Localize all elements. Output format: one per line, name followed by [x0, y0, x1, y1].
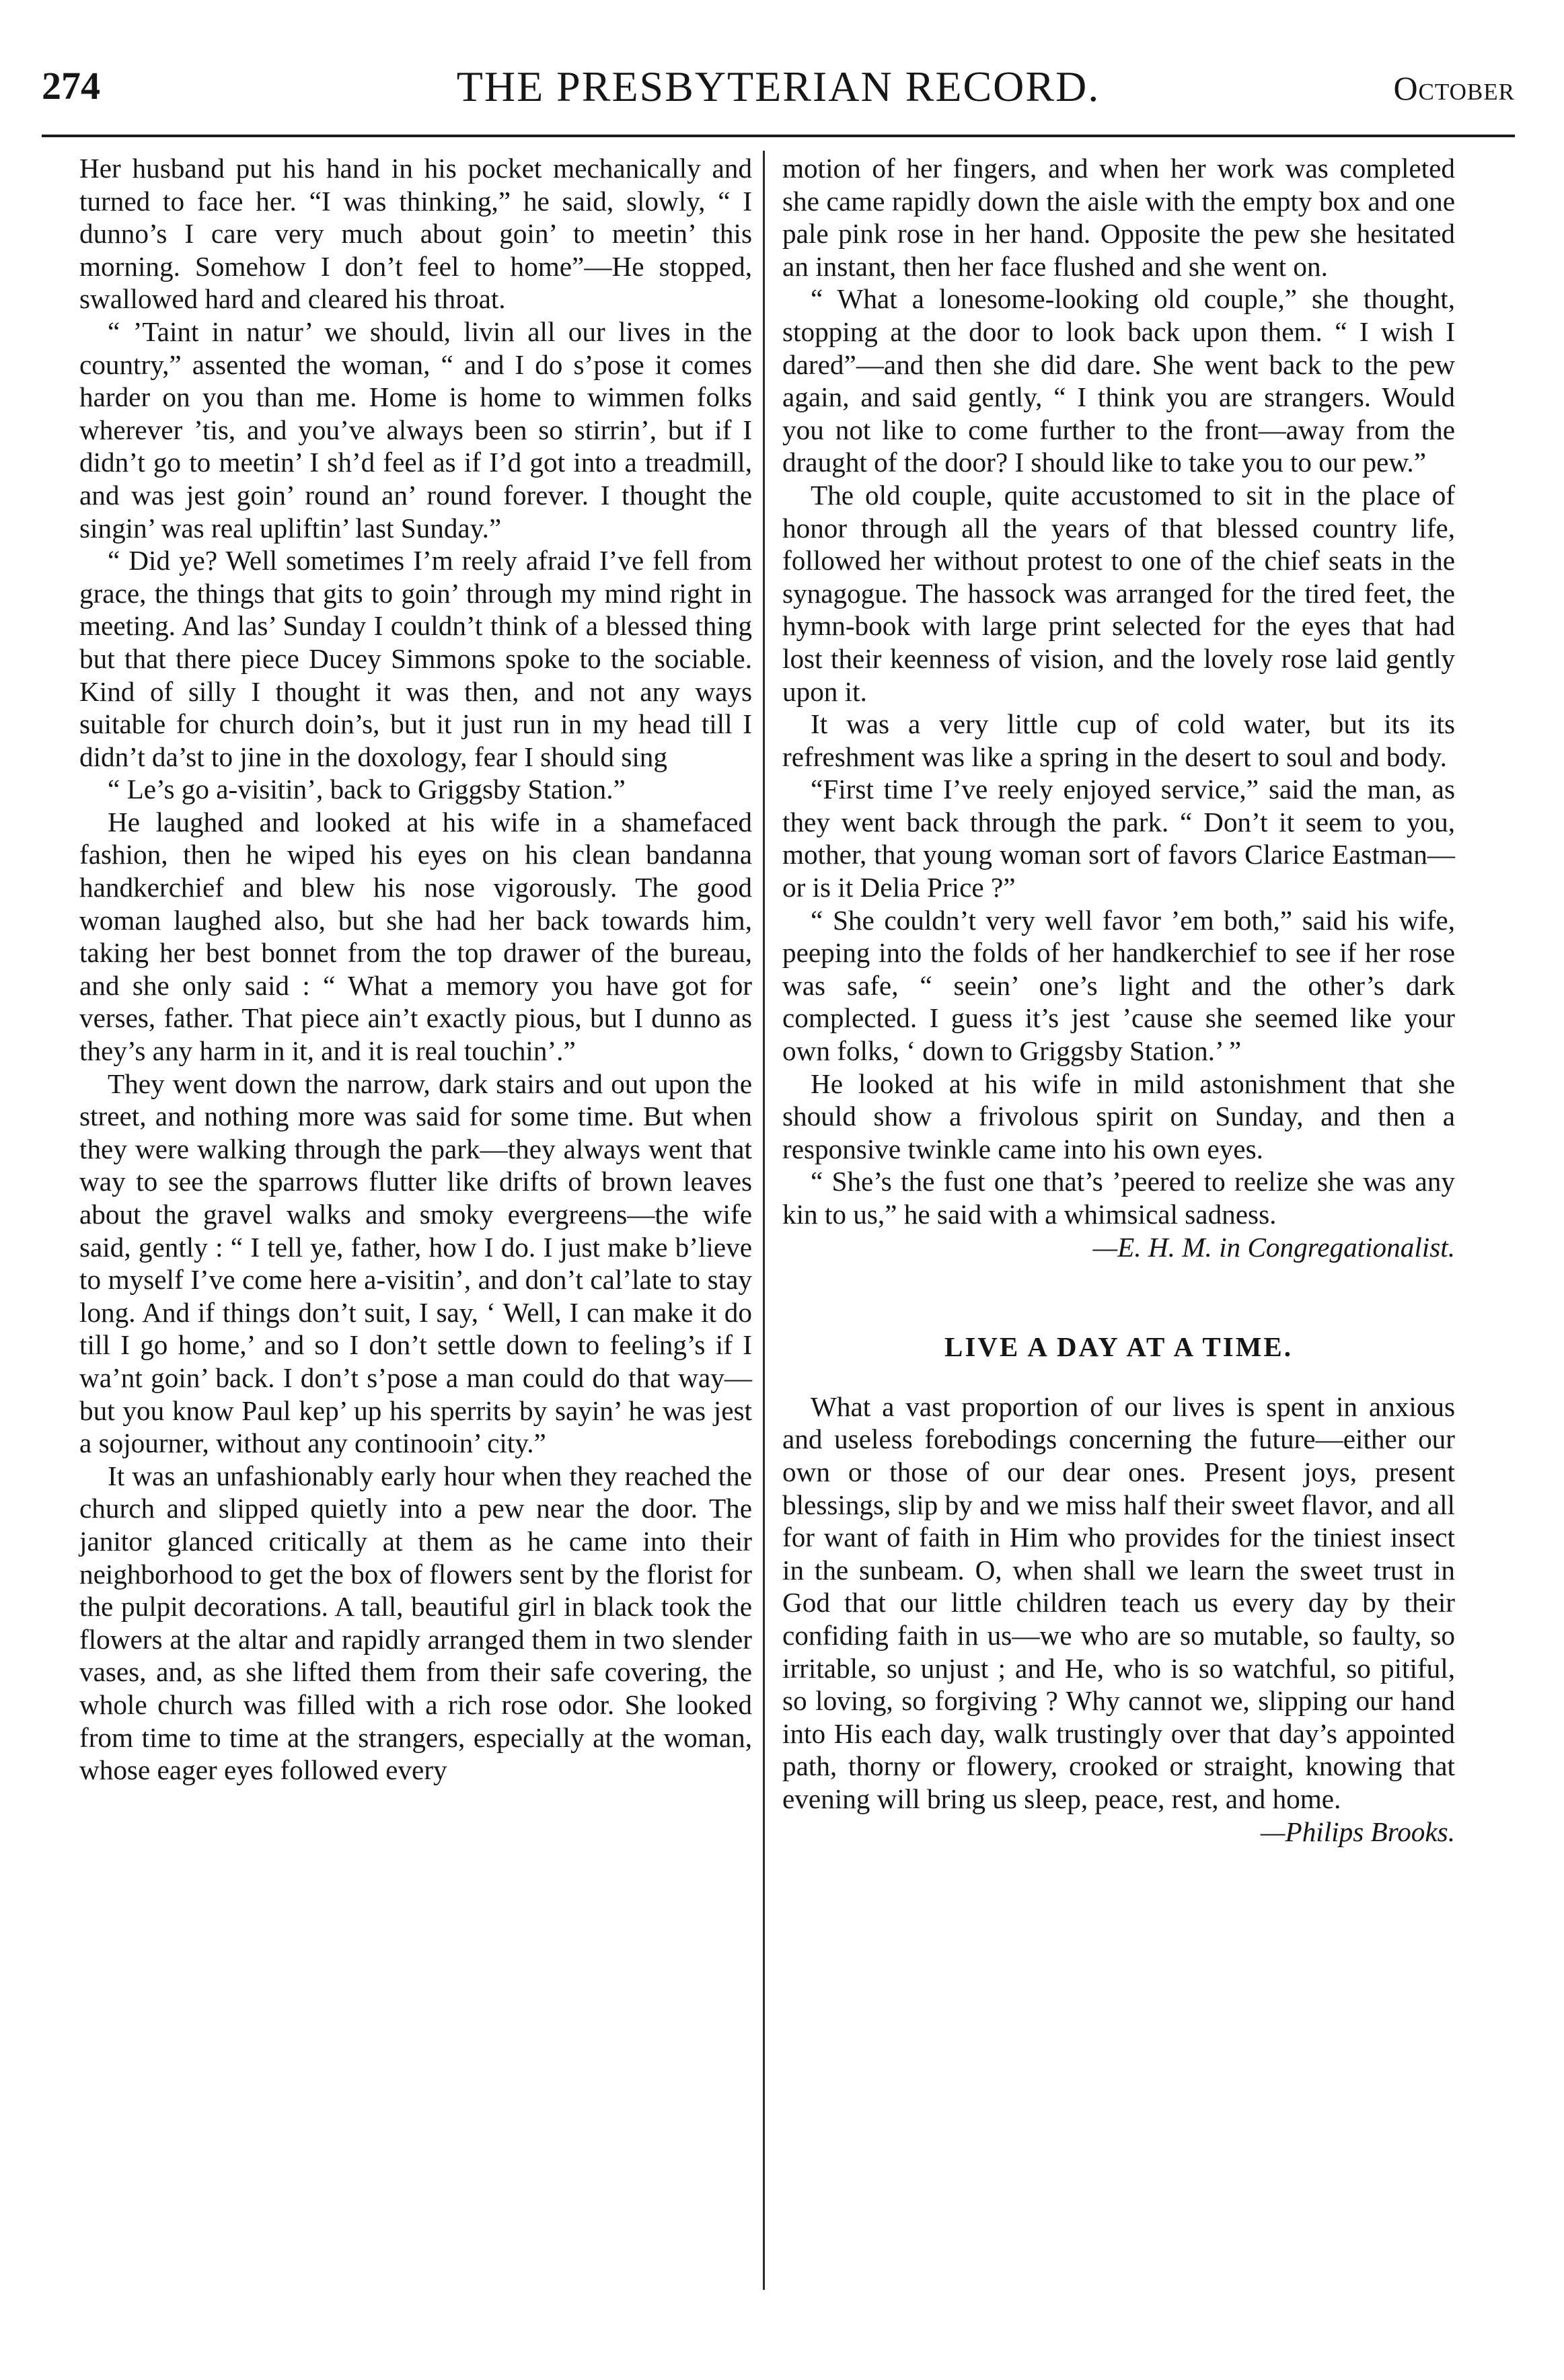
paragraph: They went down the narrow, dark stairs and out upon the street, and nothing more was said for some time. But when they were walking through the park—they always went that way to see the sparrows flutter like drifts of brown leaves about the gravel walks and smoky evergreens—the wife said, gently : “ I tell ye, father, how I do. I just make b’lieve to myself I’ve come here a-visitin’, and don’t cal’late to stay long. And if things don’t suit, I say, ‘ Well, I can make it do till I go home,’ and so I don’t settle down to feeling’s if I wa’nt goin’ back. I don’t s’pose a man could do that way—but you know Paul kep’ up his sperrits by sayin’ he was jest a sojourner, without any continooin’ city.”	[79, 1068, 752, 1459]
paragraph: “ She’s the fust one that’s ’peered to reelize she was any kin to us,” he said with a whimsical sadness.	[782, 1166, 1455, 1230]
section-title: LIVE A DAY AT A TIME.	[944, 1331, 1293, 1363]
page-number: 274	[42, 64, 100, 108]
paragraph: It was an unfashionably early hour when they reached the church and slipped quietly into a pew near the door. The janitor glanced critically at them as he came into their neighborhood to get the box of flowers sent by the florist for the pulpit decorations. A tall, beautiful girl in black took the flowers at the altar and rapidly arranged them in two slender vases, and, as she lifted them from their safe covering, the whole church was filled with a rich rose odor. She looked from time to time at the strangers, especially at the woman, whose eager eyes followed every	[79, 1460, 752, 1786]
paragraph: He looked at his wife in mild astonishment that she should show a frivolous spirit on Sunday, and then a responsive twinkle came into his own eyes.	[782, 1068, 1455, 1164]
paragraph: “ Did ye? Well sometimes I’m reely afraid I’ve fell from grace, the things that gits to goin’ through my mind right in meeting. And las’ Sunday I couldn’t think of a blessed thing but that there piece Ducey Simmons spoke to the sociable. Kind of silly I thought it was then, and not any ways suitable for church doin’s, but it just run in my head till I didn’t da’st to jine in the doxology, fear I should sing	[79, 545, 752, 772]
header-rule	[42, 135, 1515, 137]
attribution: —E. H. M. in Congregationalist.	[1092, 1231, 1455, 1263]
quoted-verse: “ Le’s go a-visitin’, back to Griggsby Station.”	[108, 774, 626, 805]
page-header	[42, 59, 1515, 126]
paragraph: Her husband put his hand in his pocket mechanically and turned to face her. “I was thinking,” he said, slowly, “ I dunno’s I care very much about goin’ to meetin’ this morning. Somehow I don’t feel to home”—He stopped, swallowed hard and cleared his throat.	[79, 153, 752, 315]
paragraph: motion of her fingers, and when her work was completed she came rapidly down the aisle with the empty box and one pale pink rose in her hand. Opposite the pew she hesitated an instant, then her face flushed and she went on.	[782, 153, 1455, 282]
paragraph: “ What a lonesome-looking old couple,” she thought, stopping at the door to look back upon them. “ I wish I dared”—and then she did dare. She went back to the pew again, and said gently, “ I think you are strangers. Would you not like to come further to the front—away from the draught of the door? I should like to take you to our pew.”	[782, 283, 1455, 478]
issue-month: October	[1393, 69, 1515, 107]
paragraph: It was a very little cup of cold water, but its its refreshment was like a spring in the desert to soul and body.	[782, 708, 1455, 772]
column-divider	[763, 151, 765, 2290]
paragraph: “First time I’ve reely enjoyed service,” said the man, as they went back through the park. “ Don’t it seem to you, mother, that young woman sort of favors Clarice Eastman—or is it Delia Price ?”	[782, 774, 1455, 903]
attribution: —Philips Brooks.	[1260, 1816, 1455, 1847]
right-column	[782, 152, 1455, 1848]
left-column	[79, 152, 752, 1787]
paragraph: He laughed and looked at his wife in a shamefaced fashion, then he wiped his eyes on his clean bandanna handkerchief and blew his nose vigorously. The good woman laughed also, but she had her back towards him, taking her best bonnet from the top drawer of the bureau, and she only said : “ What a memory you have got for verses, father. That piece ain’t exactly pious, but I dunno as they’s any harm in it, and it is real touchin’.”	[79, 806, 752, 1067]
journal-title: THE PRESBYTERIAN RECORD.	[456, 63, 1101, 110]
paragraph: The old couple, quite accustomed to sit in the place of honor through all the years of that blessed country life, followed her without protest to one of the chief seats in the synagogue. The hassock was arranged for the tired feet, the hymn-book with large print selected for the eyes that had lost their keenness of vision, and the lovely rose laid gently upon it.	[782, 479, 1455, 707]
paragraph: “ ’Taint in natur’ we should, livin all our lives in the country,” assented the woman, “ and I do s’pose it comes harder on you than me. Home is home to wimmen folks wherever ’tis, and you’ve always been so stirrin’, but if I didn’t go to meetin’ I sh’d feel as if I’d got into a treadmill, and was jest goin’ round an’ round forever. I thought the singin’ was real upliftin’ last Sunday.”	[79, 315, 752, 544]
paragraph: What a vast proportion of our lives is spent in anxious and useless forebodings concerning the future—either our own or those of our dear ones. Present joys, present blessings, slip by and we miss half their sweet flavor, and all for want of faith in Him who provides for the tiniest insect in the sunbeam. O, when shall we learn the sweet trust in God that our little children teach us every day by their confiding faith in us—we who are so mutable, so faulty, so irritable, so unjust ; and He, who is so watchful, so pitiful, so loving, so forgiving ? Why cannot we, slipping our hand into His each day, walk trustingly over that day’s appointed path, thorny or flowery, crooked or straight, knowing that evening will bring us sleep, peace, rest, and home.	[782, 1390, 1455, 1814]
paragraph: “ She couldn’t very well favor ’em both,” said his wife, peeping into the folds of her handkerchief to see if her rose was safe, “ seein’ one’s light and the other’s dark complected. I guess it’s jest ’cause she seemed like your own folks, ‘ down to Griggsby Station.’ ”	[782, 904, 1455, 1067]
